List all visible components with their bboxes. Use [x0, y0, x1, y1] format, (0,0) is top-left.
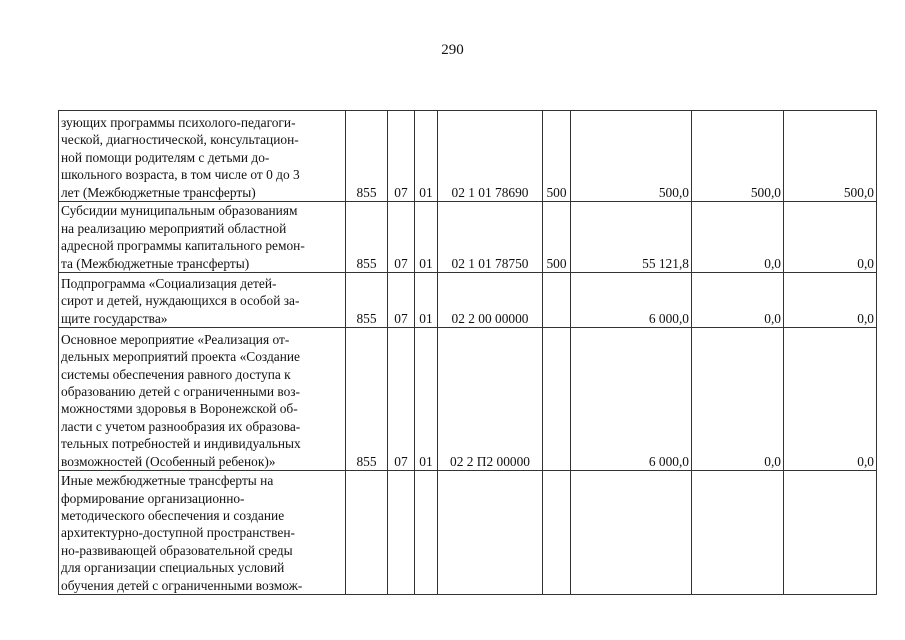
amount-year-1: 500,0 [571, 111, 692, 202]
table-row [59, 471, 877, 595]
amount-year-2: 0,0 [692, 328, 784, 471]
expense-type [543, 471, 571, 595]
ministry-code: 855 [346, 202, 388, 273]
row-description: зующих программы психолого-педагоги- ческой, диагностической, консультацион- ной помощи родителям с детьми до- школьного возраста, в том числе от 0 до 3 лет (Межбюджетные трансферты) [59, 111, 346, 202]
target-article: 02 1 01 78690 [438, 111, 543, 202]
ministry-code: 855 [346, 273, 388, 328]
section-code: 07 [388, 111, 415, 202]
section-code [388, 471, 415, 595]
subsection-code: 01 [415, 111, 438, 202]
table-row [59, 273, 877, 328]
amount-year-3: 0,0 [784, 328, 877, 471]
amount-year-1: 55 121,8 [571, 202, 692, 273]
row-description: Субсидии муниципальным образованиям на реализацию мероприятий областной адресной программы капитального ремон- та (Межбюджетные трансферты) [59, 202, 346, 273]
expense-type: 500 [543, 111, 571, 202]
amount-year-3: 0,0 [784, 202, 877, 273]
subsection-code: 01 [415, 202, 438, 273]
budget-table [58, 110, 877, 595]
amount-year-1: 6 000,0 [571, 328, 692, 471]
target-article: 02 1 01 78750 [438, 202, 543, 273]
amount-year-3: 500,0 [784, 111, 877, 202]
amount-year-1 [571, 471, 692, 595]
subsection-code [415, 471, 438, 595]
target-article: 02 2 00 00000 [438, 273, 543, 328]
amount-year-2 [692, 471, 784, 595]
amount-year-3: 0,0 [784, 273, 877, 328]
target-article [438, 471, 543, 595]
expense-type: 500 [543, 202, 571, 273]
table-row [59, 202, 877, 273]
expense-type [543, 328, 571, 471]
amount-year-2: 0,0 [692, 273, 784, 328]
target-article: 02 2 П2 00000 [438, 328, 543, 471]
section-code: 07 [388, 202, 415, 273]
table-row [59, 111, 877, 202]
section-code: 07 [388, 273, 415, 328]
subsection-code: 01 [415, 328, 438, 471]
amount-year-2: 500,0 [692, 111, 784, 202]
row-description: Основное мероприятие «Реализация от- дельных мероприятий проекта «Создание системы обеспечения равного доступа к образованию детей с ограниченными воз- можностями здоровья в Воронежской об- ласти с учетом разнообразия их образова- тельных потребностей и индивидуальных возможностей (Особенный ребенок)» [59, 328, 346, 471]
ministry-code: 855 [346, 328, 388, 471]
expense-type [543, 273, 571, 328]
page-number: 290 [441, 42, 464, 58]
amount-year-3 [784, 471, 877, 595]
row-description: Иные межбюджетные трансферты на формирование организационно- методического обеспечения и создание архитектурно-доступной пространствен- но-развивающей образовательной среды для организации специальных условий обучения детей с ограниченными возмож- [59, 471, 346, 595]
amount-year-2: 0,0 [692, 202, 784, 273]
section-code: 07 [388, 328, 415, 471]
ministry-code [346, 471, 388, 595]
amount-year-1: 6 000,0 [571, 273, 692, 328]
row-description: Подпрограмма «Социализация детей- сирот и детей, нуждающихся в особой за- щите государства» [59, 273, 346, 328]
subsection-code: 01 [415, 273, 438, 328]
table-row [59, 328, 877, 471]
ministry-code: 855 [346, 111, 388, 202]
